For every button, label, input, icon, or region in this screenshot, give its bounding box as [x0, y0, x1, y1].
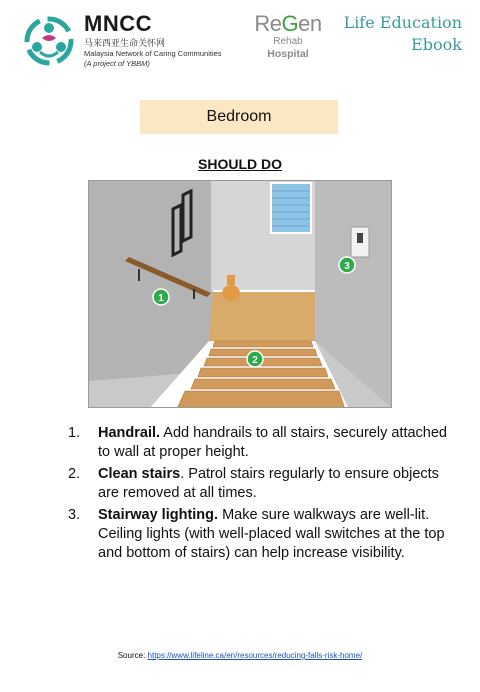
- source-line: [0, 651, 480, 660]
- regen-sub2: Hospital: [267, 48, 309, 60]
- mncc-logo: [20, 14, 78, 68]
- regen-brand-g: G: [281, 11, 299, 36]
- stairway-illustration: [88, 180, 392, 408]
- regen-sub1: Rehab: [273, 36, 303, 47]
- source-label: Source:: [117, 651, 148, 660]
- mncc-title: MNCC: [84, 11, 152, 36]
- marker-1-label: 1: [158, 293, 164, 304]
- mncc-text-block: [84, 12, 222, 69]
- list-item-body: [98, 465, 448, 503]
- list-item-title: Clean stairs: [98, 466, 181, 482]
- marker-3: [339, 257, 355, 273]
- ebook-line1: Life Education: [343, 13, 462, 32]
- regen-brand-right: en: [298, 11, 322, 36]
- tips-list: [68, 424, 448, 566]
- list-item-text: Add handrails to all stairs, securely attached to wall at proper height.: [98, 425, 447, 460]
- marker-1: [153, 289, 169, 305]
- list-item-text: . Patrol stairs regularly to ensure objects are removed at all times.: [98, 466, 439, 501]
- marker-3-label: 3: [344, 261, 350, 272]
- mncc-project-note: (A project of YBBM): [84, 59, 150, 68]
- page-header: [0, 0, 480, 80]
- list-item-title: Stairway lighting.: [98, 507, 219, 523]
- marker-2: [247, 351, 263, 367]
- ebook-label: [344, 12, 462, 56]
- list-item-body: [98, 424, 448, 462]
- ebook-line2: Ebook: [411, 35, 462, 54]
- list-item: [68, 424, 448, 462]
- section-subtitle: SHOULD DO: [198, 156, 282, 172]
- marker-2-label: 2: [252, 355, 258, 366]
- regen-brand-left: Re: [254, 11, 282, 36]
- list-item-title: Handrail.: [98, 425, 161, 441]
- mncc-chinese-name: 马来西亚生命关怀网: [84, 38, 166, 48]
- mncc-english-name: Malaysia Network of Caring Communities: [84, 49, 222, 58]
- list-item-body: [98, 506, 448, 563]
- regen-brand: [246, 12, 330, 36]
- list-item: [68, 465, 448, 503]
- stairway-drawing: [89, 181, 392, 408]
- section-title: Bedroom: [140, 100, 338, 134]
- list-item: [68, 506, 448, 563]
- list-item-number: 3.: [68, 507, 81, 523]
- regen-logo: [246, 12, 330, 61]
- list-item-text: Make sure walkways are well-lit. Ceiling lights (with well-placed wall switches at the top and bottom of stairs) can help increase visibility.: [98, 507, 445, 561]
- list-item-number: 1.: [68, 425, 81, 441]
- source-link[interactable]: https://www.lifeline.ca/en/resources/reducing-falls-risk-home/: [147, 651, 363, 660]
- list-item-number: 2.: [68, 466, 81, 482]
